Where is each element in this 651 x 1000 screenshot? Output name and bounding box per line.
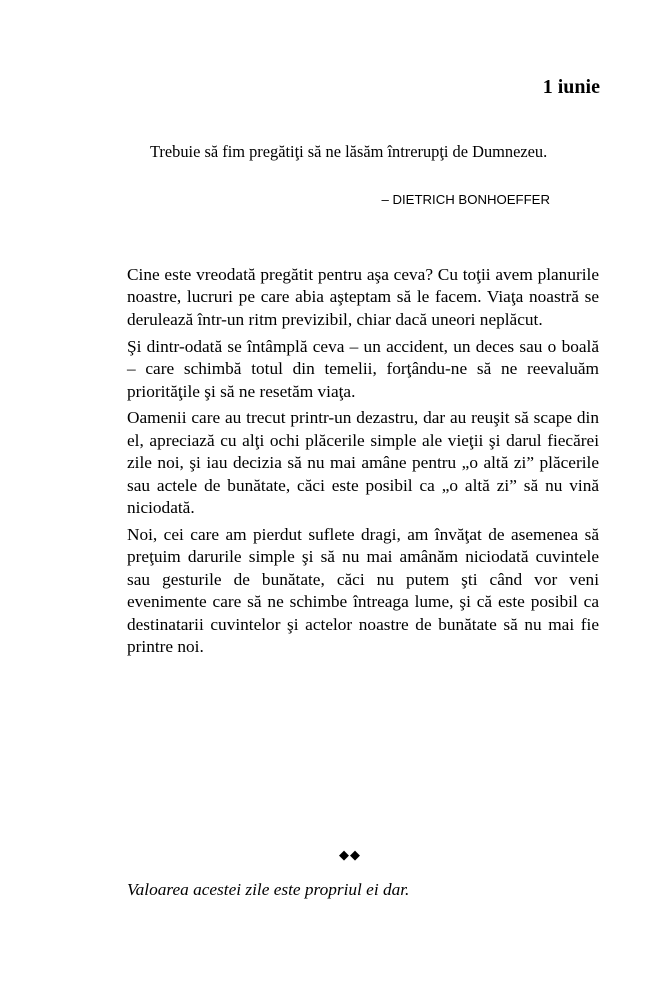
diamond-ornament-icon: ◆◆ xyxy=(339,848,361,863)
epigraph-quote: Trebuie să fim pregătiţi să ne lăsăm întrerupţi de Dumnezeu. xyxy=(150,142,548,161)
body-paragraph: Şi dintr-odată se întâmplă ceva – un accident, un deces sau o boală – care schimbă totul din temelii, forţându-ne să ne reevaluăm priorităţile şi să ne resetăm viaţa. xyxy=(127,336,599,401)
body-paragraph: Oamenii care au trecut printr-un dezastru, dar au reuşit să scape din el, apreciază cu alţi ochi plăcerile simple ale vieţii şi darul fiecărei zile noi, şi iau decizia să nu mai amâne pentru „o altă zi” plăcerile sau actele de bunătate, căci este posibil ca „o altă zi” să nu vină niciodată. xyxy=(127,408,599,518)
epigraph-attribution: – DIETRICH BONHOEFFER xyxy=(381,192,550,207)
body-paragraph: Cine este vreodată pregătit pentru aşa ceva? Cu toţii avem planurile noastre, lucruri pe care abia aşteptam să le facem. Viaţa noastră se derulează într-un ritm previzibil, chiar dacă uneori neplăcut. xyxy=(127,265,599,329)
body-text xyxy=(127,264,599,663)
closing-sentence: Valoarea acestei zile este propriul ei dar. xyxy=(127,880,410,899)
page-date-heading: 1 iunie xyxy=(542,76,600,98)
body-paragraph: Noi, cei care am pierdut suflete dragi, am învăţat de asemenea să preţuim darurile simple şi să nu mai amânăm niciodată cuvintele sau gesturile de bunătate, căci nu putem şti când vor veni evenimente care să ne schimbe întreaga lume, şi că este posibil ca destinatarii cuvintelor şi actelor noastre de bunătate să nu mai fie printre noi. xyxy=(127,524,599,656)
